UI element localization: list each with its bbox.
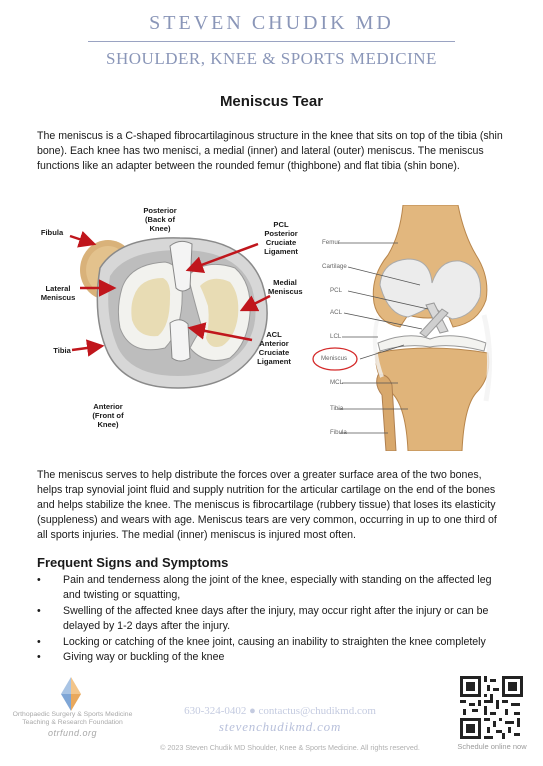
contact-line[interactable]: 630-324-0402 ● contactus@chudikmd.com: [184, 705, 376, 717]
foundation-name: Orthopaedic Surgery & Sports Medicine Teaching & Research Foundation: [12, 711, 133, 726]
copyright: © 2023 Steven Chudik MD Shoulder, Knee & Sports Medicine. All rights reserved.: [160, 743, 420, 752]
practice-subtitle: SHOULDER, KNEE & SPORTS MEDICINE: [106, 49, 437, 68]
symptoms-heading: Frequent Signs and Symptoms: [37, 555, 229, 570]
symptom-item: • Giving way or buckling of the knee: [37, 650, 507, 665]
label-mcl: MCL: [330, 379, 344, 386]
label-acl: ACL: [330, 309, 343, 316]
label-anterior: Anterior (Front of Knee): [92, 402, 124, 429]
body-paragraph: The meniscus serves to help distribute the forces over a greater surface area of the two bones, helps trap synovial joint fluid and supply nutrition for the articular cartilage on the end of the bones and helps stabilize the knee. The meniscus is fibrocartilage (rubbery tissue) that loses its elasticity (suppleness) and wears with age. Meniscus tears are very common, occurring in up to one third of all sports injuries. The medial (inner) meniscus is injured most often.: [37, 469, 497, 541]
label-pcl: PCL: [330, 287, 343, 294]
header-divider: [88, 41, 455, 42]
intro-paragraph: The meniscus is a C-shaped fibrocartilaginous structure in the knee that sits on top of the tibia (shin bone). Each knee has two menisci, a medial (inner) and lateral (outer) meniscus. The meniscus functions like an adapter between the rounded femur (thighbone) and flat tibia (shin bone).: [37, 130, 503, 172]
label-tibia: Tibia: [53, 346, 71, 355]
foundation-url[interactable]: otrfund.org: [47, 728, 98, 738]
symptom-item: • Swelling of the affected knee days after the injury, may occur right after the injury or can be delayed by 1-2 days after the injury.: [37, 604, 507, 635]
symptom-item: • Locking or catching of the knee joint, causing an inability to straighten the knee completely: [37, 635, 507, 650]
label-meniscus: Meniscus: [321, 355, 348, 362]
qr-code-icon[interactable]: [460, 676, 523, 739]
meniscus-top-view-figure: [30, 198, 302, 438]
qr-caption: Schedule online now: [457, 742, 527, 751]
symptom-item: • Pain and tenderness along the joint of the knee, especially with standing on the affected leg and twisting or squatting,: [37, 573, 507, 604]
label-cartilage: Cartilage: [322, 263, 347, 270]
label-lateral-meniscus: Lateral Meniscus: [40, 284, 76, 302]
practice-name: STEVEN CHUDIK MD: [149, 12, 394, 34]
foundation-logo: [52, 677, 90, 711]
label-lcl: LCL: [330, 333, 342, 340]
label-medial-meniscus: Medial Meniscus: [268, 278, 303, 296]
acl-shape: [170, 320, 190, 361]
label-fibula: Fibula: [40, 228, 64, 237]
knee-front-view-figure: [308, 205, 516, 451]
label-fibula: Fibula: [330, 429, 347, 436]
page-title: Meniscus Tear: [219, 93, 324, 110]
label-pcl: PCL Posterior Cruciate Ligament: [264, 220, 298, 256]
label-posterior: Posterior (Back of Knee): [143, 206, 177, 233]
label-tibia: Tibia: [330, 405, 344, 412]
label-femur: Femur: [322, 239, 340, 246]
website-link[interactable]: stevenchudikmd.com: [218, 719, 342, 734]
symptoms-list: [37, 573, 507, 665]
label-acl: ACL Anterior Cruciate Ligament: [257, 330, 291, 366]
